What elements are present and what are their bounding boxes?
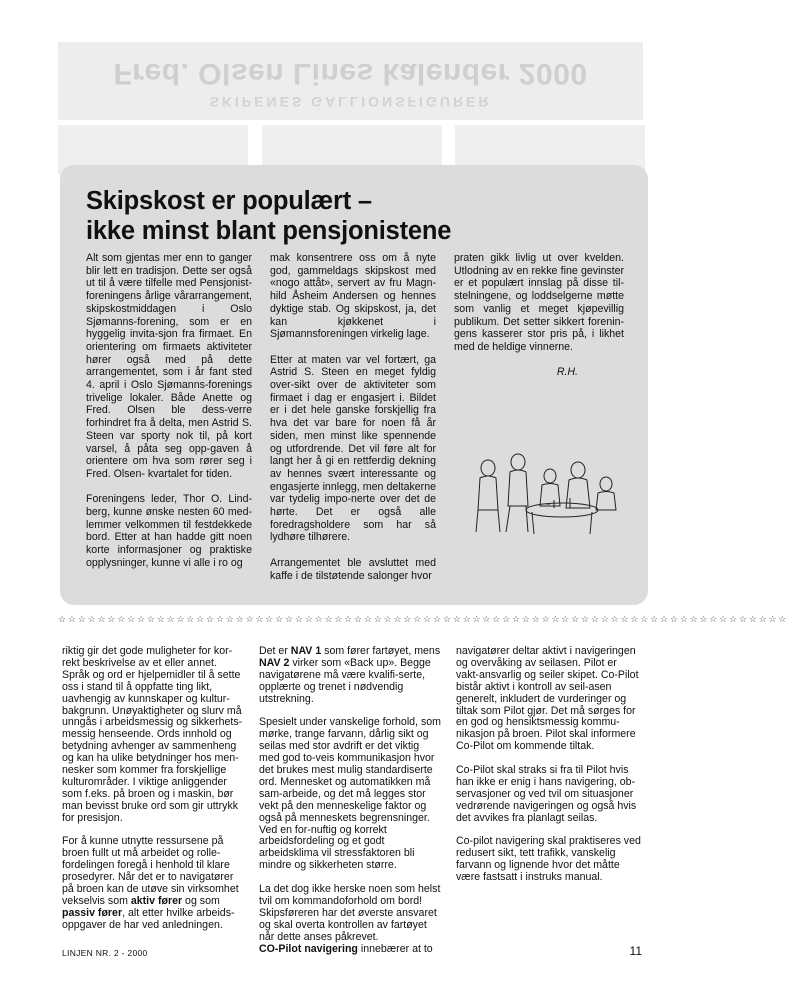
bold-term: NAV 1 [290,645,322,657]
bold-term: NAV 2 [259,656,290,669]
text-run: Det er [259,645,291,657]
body-column-2 [259,646,441,967]
text-run: virker som «Back up». Begge navigatørene må være kvalifi-serte, opplærte og trenet i nødvendig utstrekning. [259,656,431,705]
article-column-2 [270,252,436,595]
issue-label: LINJEN NR. 2 - 2000 [62,948,148,958]
text-run: , alt etter hvilke arbeids-oppgaver de har ved anledningen. [62,906,235,931]
paragraph: Foreningens leder, Thor O. Lind-berg, kunne ønske nesten 60 med-lemmer velkommen til festdekkede bord. Etter at han hadde gitt noen korte informasjoner og praktiske opplysninger, kunne vi alle i ro og [86,493,252,569]
article-column-3 [454,252,624,379]
paragraph: Co-pilot navigering skal praktiseres ved redusert sikt, tett trafikk, vanskelig farvann og lignende hvor det måtte være fastsatt i instruks manual. [456,835,641,884]
page-number: 11 [629,944,642,958]
body-column-3 [456,646,642,896]
text-run: innebærer at to [357,942,433,955]
text-run: La det dog ikke herske noen som helst tvil om kommandoforhold om bord! Skipsføreren har det øverste ansvaret og skal overta kontrollen av fartøyet når dette anses påkrevet. [259,883,441,943]
text-run: som fører fartøyet, mens [321,645,441,657]
article-column-1 [86,252,252,582]
body-column-1 [62,646,244,944]
dinner-guests-illustration [470,440,630,540]
paragraph: mak konsentrere oss om å nyte god, gammeldags skipskost med «nogo attåt», servert av fru Magn-hild Åsheim Andersen og hennes dyktige stab. Og skipskost, ja, det kan kjøkkenet i Sjømannsforeningen virkelig lage. [270,252,436,341]
headline-line-1: Skipskost er populært – [86,187,372,215]
star-separator: ☆☆☆☆☆☆☆☆☆☆☆☆☆☆☆☆☆☆☆☆☆☆☆☆☆☆☆☆☆☆☆☆☆☆☆☆☆☆☆☆☆☆☆☆☆☆☆☆☆☆☆☆☆☆☆☆☆☆☆☆☆☆☆☆☆☆☆☆☆☆☆☆☆☆ [58,614,788,624]
paragraph: Alt som gjentas mer enn to ganger blir lett en tradisjon. Dette ser også ut til å være tilfelle med Pensjonist-foreningens årlige vårarrangement, skipskostmiddagen i Oslo Sjømanns-forening, som er en hyggelig invita-sjon fra firmaet. En orientering om firmaets aktiviteter hører også med på dette arrangementet, som i år fant sted 4. april i Oslo Sjømanns-forenings trivelige lokaler. Både Anette og Fred. Olsen ble dess-verre forhindret fra å delta, men Astrid S. Steen var sporty nok til, på kort varsel, å påta seg opp-gaven å orientere om hva som rører seg i Fred. Olsen- kvartalet for tiden. [86,252,252,480]
ghost-header [58,42,643,120]
signature: R.H. [556,366,578,379]
paragraph: navigatører deltar aktivt i navigeringen og overvåking av seilasen. Pilot er vakt-ansvarlig og seiler skipet. Co-Pilot bistår aktivt i kontroll av seil-asen generelt, inkludert de vurderinger og tiltak som Pilot gjør. Det må sørges for en god og hensiktsmessig kommu-nikasjon på broen. Pilot skal informere Co-Pilot om kommende tiltak. [456,645,639,753]
bold-term: passiv fører [62,906,123,919]
paragraph: Co-Pilot skal straks si fra til Pilot hvis han ikke er enig i hans navigering, ob-servasjoner og ved tvil om situasjoner vedrørende navigeringen og også hvis det avvikes fra planlagt seilas. [456,764,637,824]
paragraph: Spesielt under vanskelige forhold, som mørke, trange farvann, dårlig sikt og seilas med stor avdrift er det viktig med god to-veis kommunikasjon hvor det brukes mest mulig standardiserte ord. Mennesket og automatikken må sam-arbeide, og det må legges stor vekt på den menneskelige faktor og også på menneskets begrensninger. Ved en for-nuftig og korrekt arbeidsfordeling og et godt arbeidsklima vil stressfaktoren bli mindre og sikkerheten større. [259,716,441,872]
ghost-title: Fred. Olsen Lines kalender 2000 [113,57,588,90]
ghost-subtitle: SKIPENES GALLIONSFIGURER [209,94,492,110]
paragraph [62,836,244,931]
paragraph [259,884,441,955]
text-run: For å kunne utnytte ressursene på broen fullt ut må arbeidet og rolle-fordelingen foregå i henhold til klare prosedyrer. Når det er to navigatører på broen kan de utøve sin virksomhet vekselvis som [62,835,239,908]
bold-term: CO-Pilot navigering [259,942,358,955]
text-run: og som [182,895,220,908]
paragraph: Etter at maten var vel fortært, ga Astrid S. Steen en meget fyldig over-sikt over de aktiviteter som firmaet i dag er engasjert i. Bildet er i det hele ganske forskjellig fra hva det var bare for noen få år siden, men minst like spennende og utfordrende. Det vil føre alt for langt her å gi en rettferdig dekning av hennes svært interessante og engasjerte innlegg, men deltakerne var tydelig impo-nerte over det de hørte. Det er også alle foredragsholdere som har så lydhøre tilhørere. [270,353,436,544]
article-headline [86,186,451,246]
paragraph [259,646,441,706]
paragraph: Arrangementet ble avsluttet med kaffe i de tilstøtende salonger hvor [270,556,436,582]
paragraph: riktig gir det gode muligheter for kor-rekt beskrivelse av et eller annet. Språk og ord er hjelpemidler til å sette oss i stand til å oppfatte ting likt, uavhengig av kunnskaper og kultur-bakgrunn. Unøyaktigheter og slurv må unngås i arbeidsmessig og sikkerhets-messig henseende. Ords innhold og betydning avhenger av sammenheng og kan ha ulike betydninger hos men-nesker som kommer fra forskjellige kulturområder. I viktige anliggender som f.eks. på broen og i maskin, bør man bevisst bruke ord som gir uttrykk for presisjon. [62,645,243,824]
bold-term: aktiv fører [130,895,183,908]
paragraph: praten gikk livlig ut over kvelden. Utlodning av en rekke fine gevinster er et populært innslag på disse til-stelningene, og loddselgerne møtte som vanlig et meget kjøpevillig publikum. Det setter sikkert forenin-gens kasserer stor pris på, i likhet med de heldige vinnerne. [454,252,624,353]
headline-line-2: ikke minst blant pensjonistene [86,217,452,245]
